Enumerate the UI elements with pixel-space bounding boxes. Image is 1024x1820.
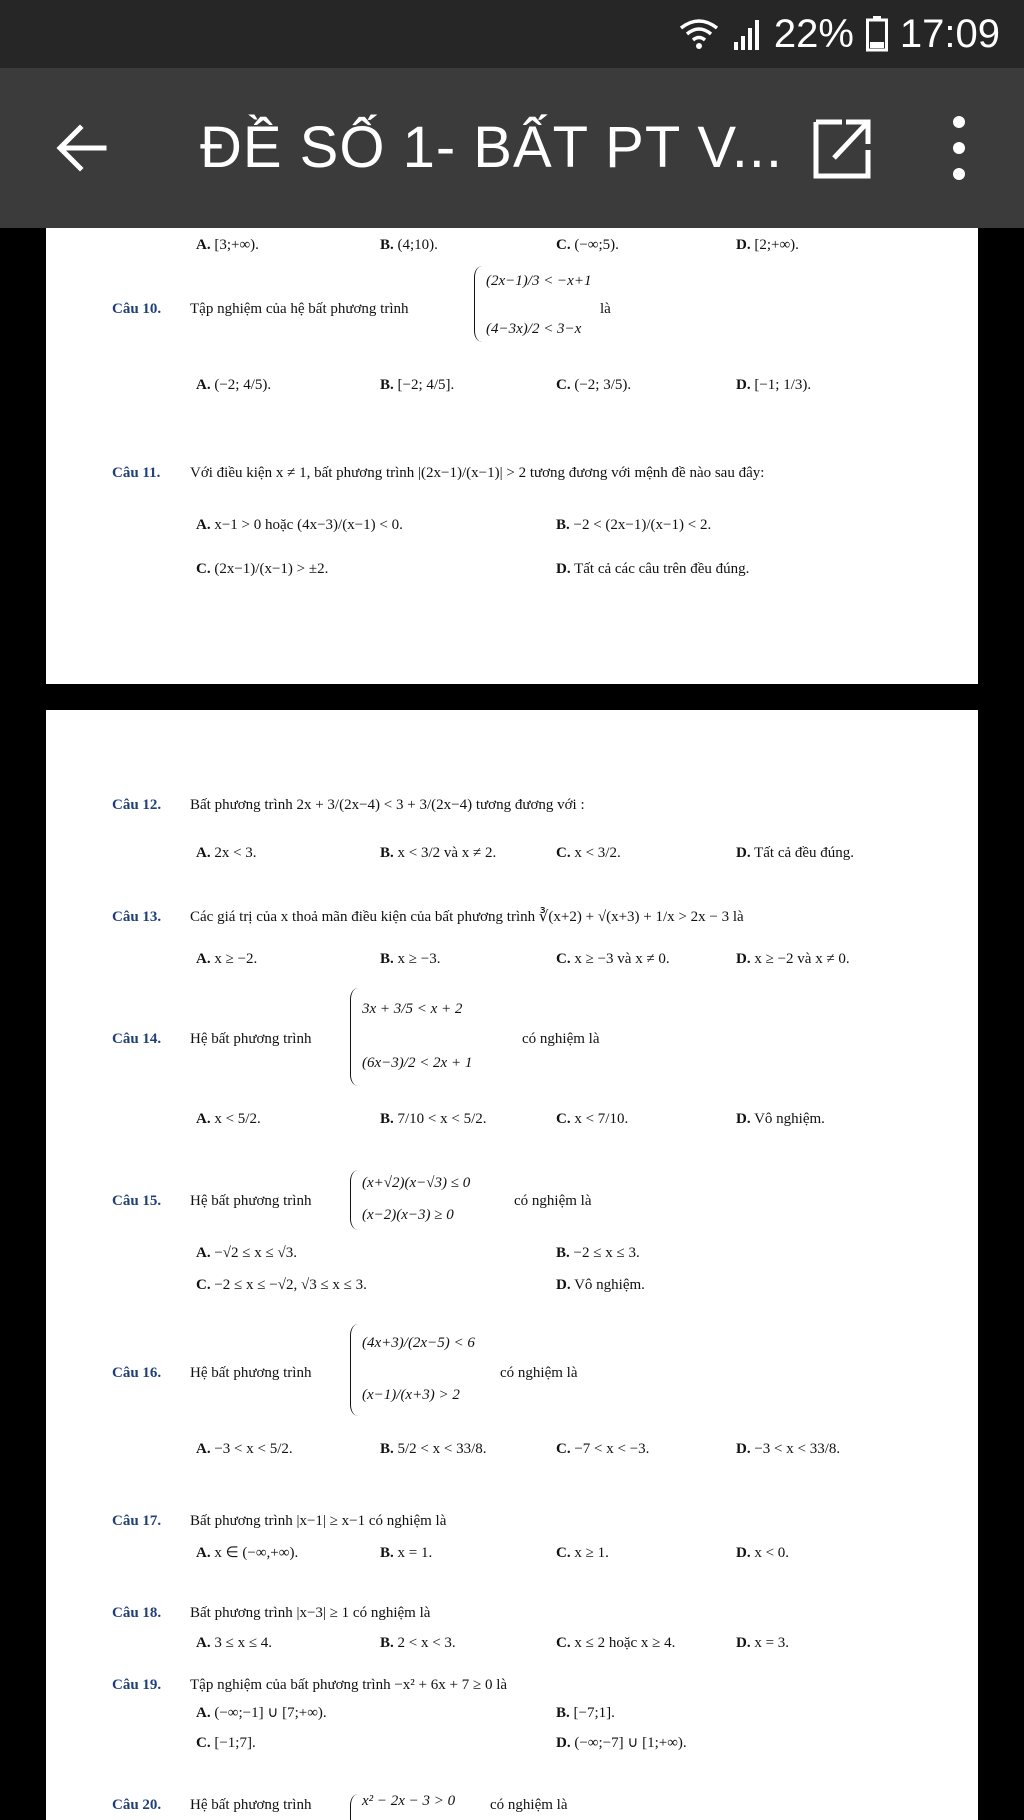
option-b: B. x < 3/2 và x ≠ 2. [380, 845, 497, 861]
question-text: Hệ bất phương trình [190, 1031, 312, 1047]
system-line-1: (x+√2)(x−√3) ≤ 0 [362, 1175, 471, 1191]
back-arrow-icon[interactable] [52, 118, 112, 178]
question-label: Câu 12. [112, 797, 162, 813]
option-a: A. −√2 ≤ x ≤ √3. [196, 1245, 297, 1261]
option-c: C. −2 ≤ x ≤ −√2, √3 ≤ x ≤ 3. [196, 1277, 367, 1293]
open-external-icon[interactable] [812, 114, 872, 180]
option-c: C. x < 7/10. [556, 1111, 629, 1127]
question-label: Câu 15. [112, 1193, 162, 1209]
battery-percent: 22% [773, 11, 854, 56]
system-line-2: (4−3x)/2 < 3−x [486, 321, 582, 337]
question-tail: có nghiệm là [500, 1365, 578, 1381]
question-tail: có nghiệm là [514, 1193, 592, 1209]
question-text: Tập nghiệm của bất phương trình −x² + 6x + 7 ≥ 0 là [190, 1677, 508, 1693]
option-b: B. 5/2 < x < 33/8. [380, 1441, 487, 1457]
app-bar [0, 68, 1024, 228]
status-bar [0, 0, 1024, 68]
option-b: B. 2 < x < 3. [380, 1635, 456, 1651]
option-b: B. [−7;1]. [556, 1705, 615, 1721]
option-c: C. (−2; 3/5). [556, 377, 632, 393]
question-label: Câu 16. [112, 1365, 162, 1381]
question-text: Tập nghiệm của hệ bất phương trình [190, 301, 409, 317]
question-text: Bất phương trình |x−1| ≥ x−1 có nghiệm là [190, 1513, 447, 1529]
option-a: A. [3;+∞). [196, 237, 259, 253]
option-d: D. [2;+∞). [736, 237, 799, 253]
option-d: D. Tất cả đều đúng. [736, 845, 855, 861]
option-d: D. [−1; 1/3). [736, 377, 812, 393]
option-b: B. (4;10). [380, 237, 438, 253]
system-line-1: x² − 2x − 3 > 0 [362, 1793, 456, 1809]
question-label: Câu 20. [112, 1797, 162, 1813]
option-b: B. −2 ≤ x ≤ 3. [556, 1245, 640, 1261]
system-brace [350, 1170, 358, 1230]
option-a: A. 2x < 3. [196, 845, 257, 861]
system-line-1: (4x+3)/(2x−5) < 6 [362, 1335, 475, 1351]
question-label: Câu 11. [112, 465, 161, 481]
question-text: Bất phương trình 2x + 3/(2x−4) < 3 + 3/(2x−4) tương đương với : [190, 797, 585, 813]
signal-icon [732, 18, 762, 50]
system-line-1: 3x + 3/5 < x + 2 [362, 1001, 463, 1017]
system-line-2: (x−1)/(x+3) > 2 [362, 1387, 460, 1403]
option-b: B. x = 1. [380, 1545, 433, 1561]
question-label: Câu 17. [112, 1513, 162, 1529]
option-d: D. x < 0. [736, 1545, 790, 1561]
option-b: B. x ≥ −3. [380, 951, 441, 967]
option-a: A. (−∞;−1] ∪ [7;+∞). [196, 1705, 327, 1721]
pdf-page-2 [46, 710, 978, 1820]
option-b: B. −2 < (2x−1)/(x−1) < 2. [556, 517, 712, 533]
more-options-icon[interactable] [944, 112, 974, 184]
question-label: Câu 14. [112, 1031, 162, 1047]
question-tail: là [600, 301, 611, 317]
option-c: C. x ≤ 2 hoặc x ≥ 4. [556, 1635, 676, 1651]
system-brace [474, 266, 482, 342]
option-b: B. [−2; 4/5]. [380, 377, 455, 393]
system-brace [350, 988, 358, 1086]
option-c: C. x ≥ −3 và x ≠ 0. [556, 951, 670, 967]
wifi-icon [678, 16, 720, 52]
question-tail: có nghiệm là [522, 1031, 600, 1047]
system-line-2: (6x−3)/2 < 2x + 1 [362, 1055, 473, 1071]
battery-icon [866, 16, 888, 52]
document-title: ĐỀ SỐ 1- BẤT PT V... [200, 115, 784, 180]
system-line-2: (x−2)(x−3) ≥ 0 [362, 1207, 454, 1223]
option-d: D. x ≥ −2 và x ≠ 0. [736, 951, 850, 967]
option-c: C. [−1;7]. [196, 1735, 256, 1751]
system-brace [350, 1324, 358, 1416]
option-d: D. (−∞;−7] ∪ [1;+∞). [556, 1735, 687, 1751]
question-label: Câu 18. [112, 1605, 162, 1621]
question-text: Các giá trị của x thoả mãn điều kiện của bất phương trình ∛(x+2) + √(x+3) + 1/x > 2x − 3 là [190, 909, 744, 925]
option-d: D. Vô nghiệm. [736, 1111, 825, 1127]
question-label: Câu 19. [112, 1677, 162, 1693]
question-text: Hệ bất phương trình [190, 1365, 312, 1381]
question-tail: có nghiệm là [490, 1797, 568, 1813]
option-c: C. x < 3/2. [556, 845, 621, 861]
option-a: A. −3 < x < 5/2. [196, 1441, 293, 1457]
option-d: D. Vô nghiệm. [556, 1277, 645, 1293]
option-b: B. 7/10 < x < 5/2. [380, 1111, 487, 1127]
question-text: Bất phương trình |x−3| ≥ 1 có nghiệm là [190, 1605, 431, 1621]
option-a: A. x < 5/2. [196, 1111, 261, 1127]
clock: 17:09 [899, 11, 1000, 56]
question-text: Hệ bất phương trình [190, 1193, 312, 1209]
question-label: Câu 13. [112, 909, 162, 925]
question-label: Câu 10. [112, 301, 162, 317]
option-a: A. x−1 > 0 hoặc (4x−3)/(x−1) < 0. [196, 517, 403, 533]
question-text: Với điều kiện x ≠ 1, bất phương trình |(2x−1)/(x−1)| > 2 tương đương với mệnh đề nào sau đây: [190, 465, 765, 481]
option-d: D. Tất cả các câu trên đều đúng. [556, 561, 750, 577]
system-line-1: (2x−1)/3 < −x+1 [486, 273, 592, 289]
option-c: C. (−∞;5). [556, 237, 619, 253]
option-a: A. (−2; 4/5). [196, 377, 272, 393]
option-c: C. (2x−1)/(x−1) > ±2. [196, 561, 329, 577]
system-brace [350, 1794, 358, 1820]
question-text: Hệ bất phương trình [190, 1797, 312, 1813]
option-c: C. x ≥ 1. [556, 1545, 609, 1561]
option-d: D. x = 3. [736, 1635, 790, 1651]
option-a: A. x ∈ (−∞,+∞). [196, 1545, 299, 1561]
option-a: A. x ≥ −2. [196, 951, 258, 967]
option-d: D. −3 < x < 33/8. [736, 1441, 841, 1457]
option-a: A. 3 ≤ x ≤ 4. [196, 1635, 273, 1651]
pdf-page-1 [46, 228, 978, 684]
option-c: C. −7 < x < −3. [556, 1441, 650, 1457]
